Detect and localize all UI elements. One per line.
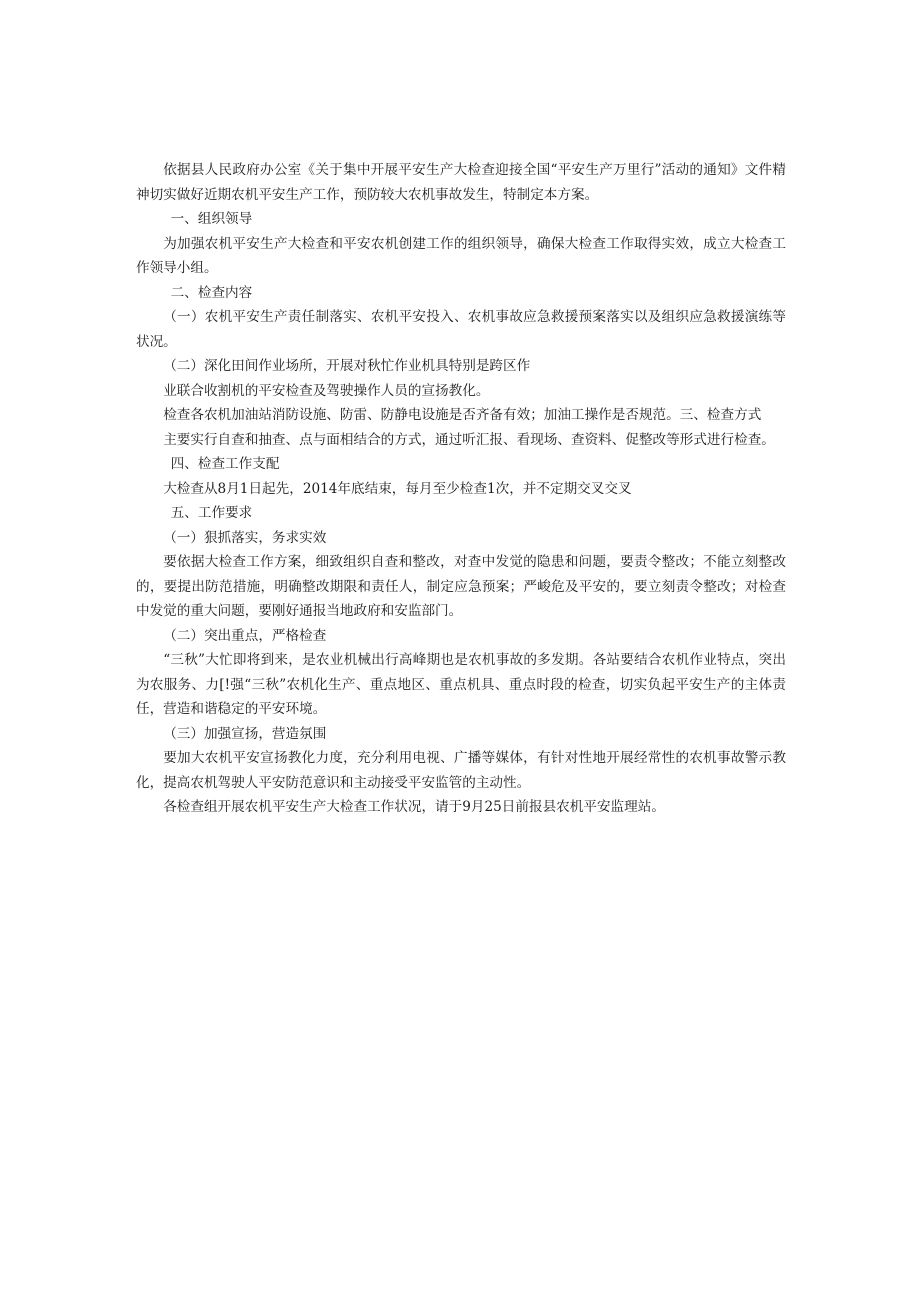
intro-paragraph: 依据县人民政府办公室《关于集中开展平安生产大检查迎接全国“平安生产万里行”活动的通知》文件精神切实做好近期农机平安生产工作，预防较大农机事故发生，特制定本方案。 (136, 162, 786, 203)
section-heading-inspection-content: 二、检查内容 (170, 284, 253, 301)
subheading-requirement-1: （一）狠抓落实，务求实效 (163, 529, 327, 546)
paragraph-content-item-2-continued: 业联合收割机的平安检查及驾驶操作人员的宣扬教化。 (163, 382, 490, 399)
closing-paragraph: 各检查组开展农机平安生产大检查工作状况，请于9月25日前报县农机平安监理站。 (163, 799, 665, 815)
subheading-requirement-2: （二）突出重点，严格检查 (163, 627, 327, 644)
paragraph-inspection-method: 主要实行自查和抽查、点与面相结合的方式，通过听汇报、看现场、查资料、促整改等形式进行检查。 (163, 431, 775, 448)
paragraph-organization: 为加强农机平安生产大检查和平安农机创建工作的组织领导，确保大检查工作取得实效，成立大检查工作领导小组。 (136, 235, 786, 276)
paragraph-requirement-3: 要加大农机平安宣扬教化力度，充分利用电视、广播等媒体，有针对性地开展经常性的农机事故警示教化，提高农机驾驶人平安防范意识和主动接受平安监管的主动性。 (136, 750, 786, 791)
paragraph-content-item-2: （二）深化田间作业场所，开展对秋忙作业机具特别是跨区作 (163, 358, 531, 374)
document-body (136, 158, 786, 820)
paragraph-requirement-1: 要依据大检查工作方案，细致组织自查和整改，对查中发觉的隐患和问题，要责令整改；不能立刻整改的，要提出防范措施，明确整改期限和责任人，制定应急预案；严峻危及平安的，要立刻责令整改；对检查中发觉的重大问题，要刚好通报当地政府和安监部门。 (136, 554, 786, 619)
section-heading-schedule: 四、检查工作支配 (170, 456, 280, 472)
paragraph-gas-station-check: 检查各农机加油站消防设施、防雷、防静电设施是否齐备有效；加油工操作是否规范。三、检查方式 (163, 407, 762, 423)
section-heading-organization: 一、组织领导 (170, 211, 253, 227)
subheading-requirement-3: （三）加强宣扬，营造氛围 (163, 725, 327, 742)
paragraph-content-item-1: （一）农机平安生产责任制落实、农机平安投入、农机事故应急救援预案落实以及组织应急救援演练等状况。 (136, 309, 786, 350)
paragraph-requirement-2: “三秋”大忙即将到来，是农业机械出行高峰期也是农机事故的多发期。各站要结合农机作业特点，突出为农服务、力[!强“三秋”农机化生产、重点地区、重点机具、重点时段的检查，切实负起平安生产的主体责任，营造和谐稳定的平安环境。 (136, 652, 786, 717)
paragraph-schedule: 大检查从8月1日起先，2014年底结束，每月至少检查1次，并不定期交叉交叉 (163, 480, 632, 497)
section-heading-requirements: 五、工作要求 (170, 505, 253, 521)
